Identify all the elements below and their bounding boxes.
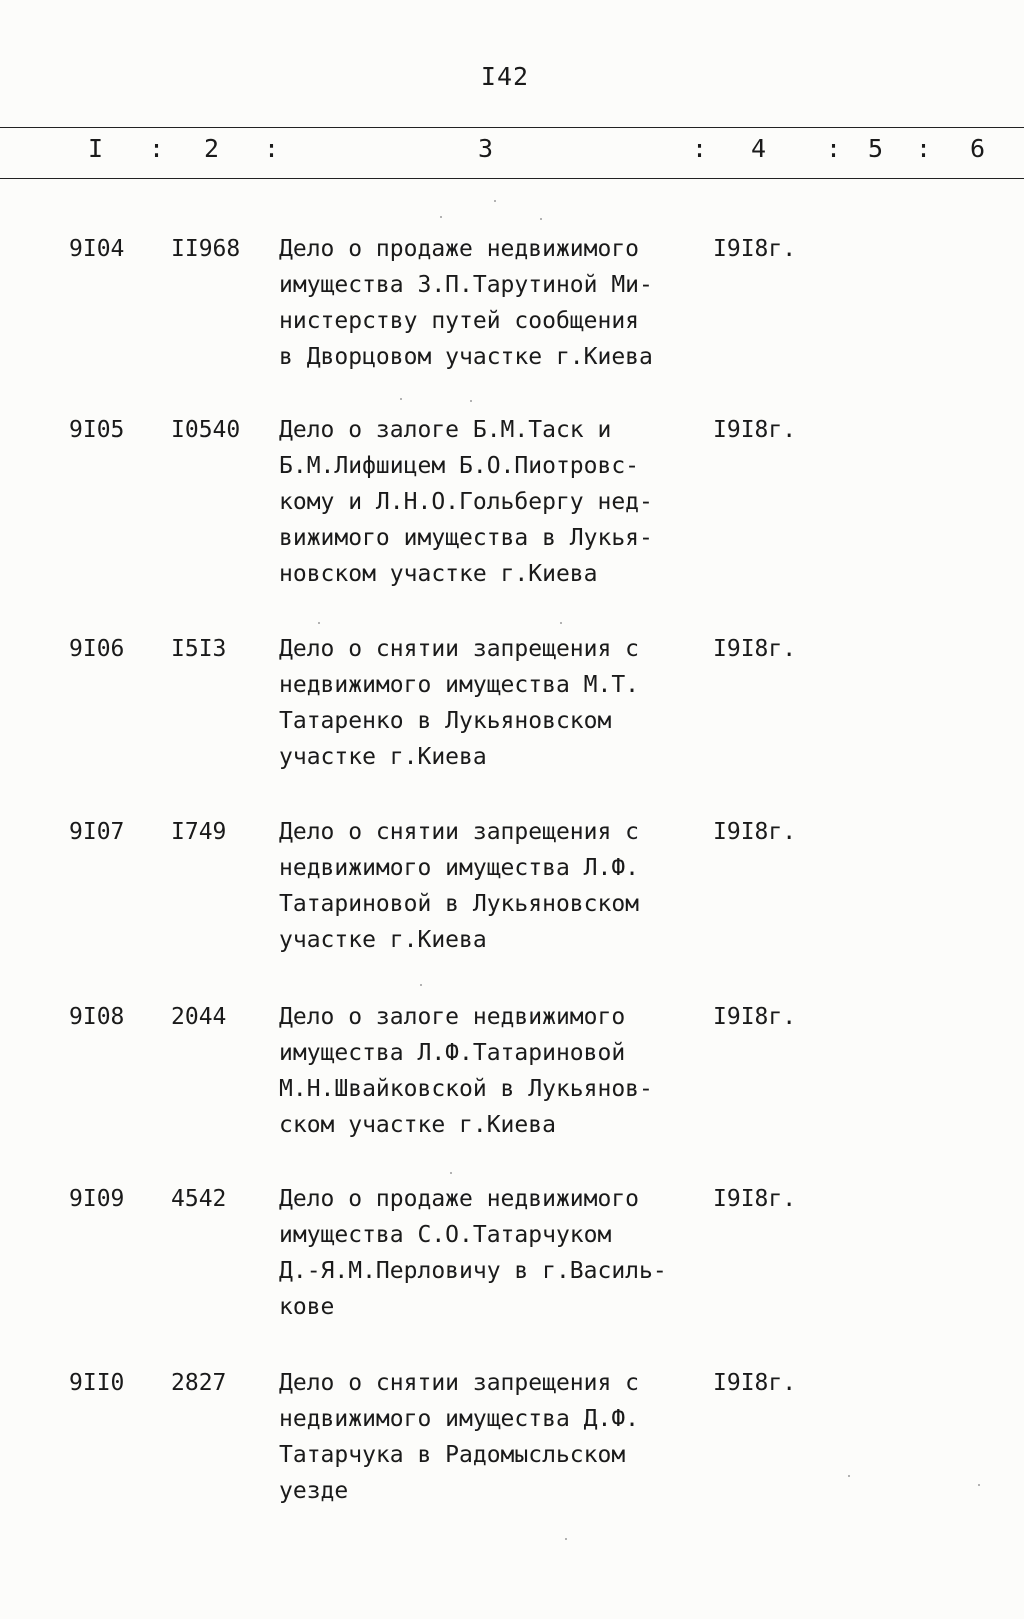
entry-title-line: Татарчука в Радомысльском: [279, 1442, 626, 1468]
column-header-6: 6: [970, 134, 986, 163]
entry-title-line: недвижимого имущества Л.Ф.: [279, 855, 640, 881]
entry-title-line: участке г.Киева: [279, 927, 487, 953]
entry-title-line: имущества З.П.Тарутиной Ми-: [279, 272, 653, 298]
entry-title: [279, 999, 699, 1143]
entry-number: 9I04: [69, 236, 125, 262]
entry-date: I9I8г.: [713, 1186, 797, 1212]
scan-speck: [560, 622, 562, 624]
scan-speck: [978, 1484, 980, 1486]
entry-title-line: Дело о залоге Б.М.Таск и: [279, 417, 612, 443]
entry-title: [279, 1365, 699, 1509]
entry-number: 9II0: [69, 1370, 125, 1396]
entry-title: [279, 631, 699, 775]
entry-old-number: I0540: [171, 417, 241, 443]
entry-title-line: Дело о продаже недвижимого: [279, 1186, 640, 1212]
entry-title-line: недвижимого имущества Д.Ф.: [279, 1406, 640, 1432]
column-header-2: 2: [204, 134, 220, 163]
scan-speck: [400, 398, 402, 400]
entry-title-line: имущества С.О.Татарчуком: [279, 1222, 612, 1248]
column-separator: :: [826, 134, 842, 163]
entry-old-number: I749: [171, 819, 227, 845]
scan-speck: [440, 216, 442, 218]
header-top-rule: [0, 127, 1024, 128]
entry-date: I9I8г.: [713, 417, 797, 443]
column-separator: :: [264, 134, 280, 163]
scan-speck: [565, 1538, 567, 1540]
entry-title: [279, 412, 699, 592]
scan-speck: [848, 1475, 850, 1477]
entry-title-line: Татаренко в Лукьяновском: [279, 708, 612, 734]
entry-title-line: Дело о снятии запрещения с: [279, 1370, 640, 1396]
entry-old-number: I5I3: [171, 636, 227, 662]
entry-title-line: нистерству путей сообщения: [279, 308, 640, 334]
entry-title-line: Дело о продаже недвижимого: [279, 236, 640, 262]
entry-title-line: Дело о снятии запрещения с: [279, 819, 640, 845]
scan-speck: [318, 622, 320, 624]
entry-title-line: новском участке г.Киева: [279, 561, 598, 587]
entry-title-line: вижимого имущества в Лукья-: [279, 525, 653, 551]
column-header-5: 5: [868, 134, 884, 163]
column-separator: :: [692, 134, 708, 163]
entry-title: [279, 231, 699, 375]
entry-title-line: Б.М.Лифшицем Б.О.Пиотровс-: [279, 453, 640, 479]
entry-date: I9I8г.: [713, 1004, 797, 1030]
entry-old-number: 2044: [171, 1004, 227, 1030]
entry-title-line: имущества Л.Ф.Татариновой: [279, 1040, 626, 1066]
entry-title-line: Татариновой в Лукьяновском: [279, 891, 640, 917]
entry-date: I9I8г.: [713, 236, 797, 262]
entry-title: [279, 814, 699, 958]
entry-number: 9I06: [69, 636, 125, 662]
column-separator: :: [916, 134, 932, 163]
entry-title-line: Дело о залоге недвижимого: [279, 1004, 626, 1030]
column-header-1: I: [88, 134, 104, 163]
entry-title: [279, 1181, 699, 1325]
entry-title-line: в Дворцовом участке г.Киева: [279, 344, 653, 370]
scan-speck: [420, 984, 422, 986]
scan-speck: [470, 400, 472, 402]
entry-date: I9I8г.: [713, 1370, 797, 1396]
entry-title-line: Дело о снятии запрещения с: [279, 636, 640, 662]
column-header-3: 3: [478, 134, 494, 163]
header-bottom-rule: [0, 178, 1024, 179]
entry-title-line: недвижимого имущества М.Т.: [279, 672, 640, 698]
page-number: I42: [480, 62, 530, 91]
column-header-row: [0, 134, 1024, 170]
entry-title-line: кове: [279, 1294, 335, 1320]
entry-number: 9I08: [69, 1004, 125, 1030]
scan-speck: [494, 200, 496, 202]
entry-number: 9I09: [69, 1186, 125, 1212]
column-separator: :: [149, 134, 165, 163]
entry-date: I9I8г.: [713, 636, 797, 662]
entry-old-number: II968: [171, 236, 241, 262]
entry-title-line: ском участке г.Киева: [279, 1112, 556, 1138]
scan-speck: [450, 1172, 452, 1174]
entry-title-line: М.Н.Швайковской в Лукьянов-: [279, 1076, 653, 1102]
scan-speck: [540, 218, 542, 220]
entry-title-line: Д.-Я.М.Перловичу в г.Василь-: [279, 1258, 667, 1284]
entry-title-line: уезде: [279, 1478, 349, 1504]
entry-number: 9I05: [69, 417, 125, 443]
column-header-4: 4: [751, 134, 767, 163]
entry-title-line: участке г.Киева: [279, 744, 487, 770]
entry-title-line: кому и Л.Н.О.Гольбергу нед-: [279, 489, 653, 515]
entry-old-number: 4542: [171, 1186, 227, 1212]
entry-old-number: 2827: [171, 1370, 227, 1396]
entry-number: 9I07: [69, 819, 125, 845]
entry-date: I9I8г.: [713, 819, 797, 845]
